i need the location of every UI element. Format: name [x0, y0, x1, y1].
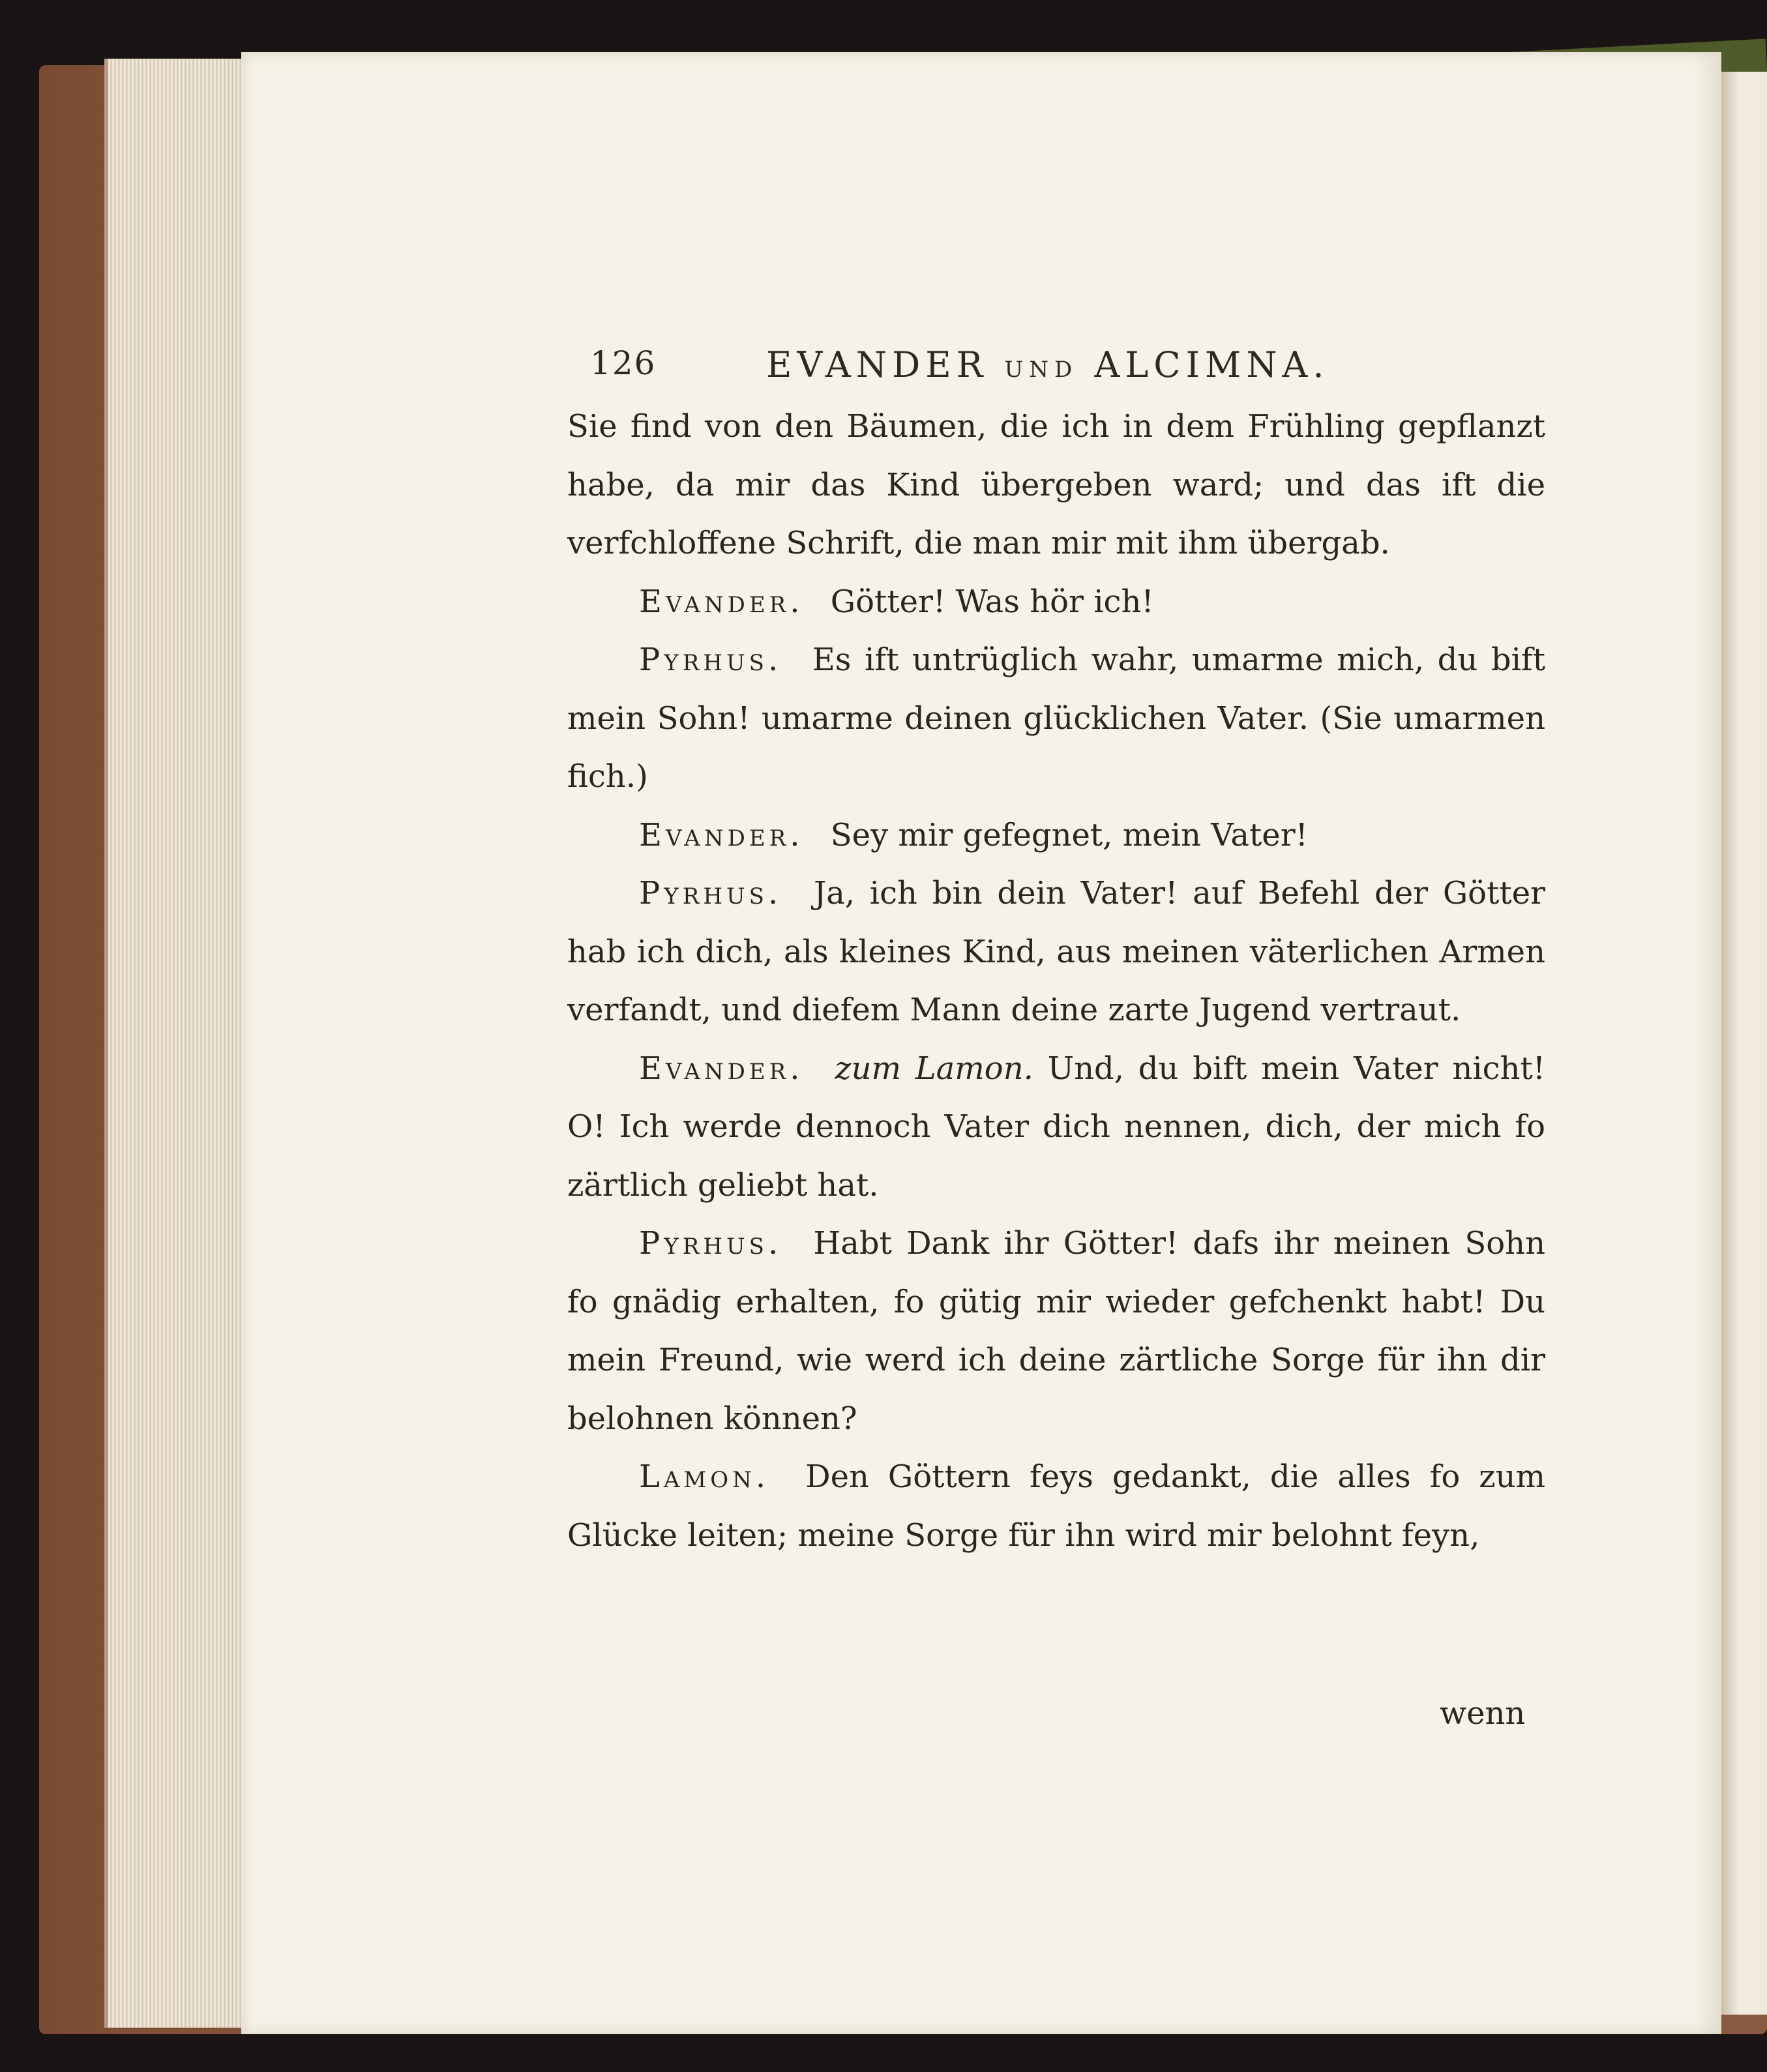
- facing-page-edge: [1721, 72, 1767, 2015]
- paragraph-6: [567, 1040, 1545, 1215]
- speaker-name: Evander.: [639, 1050, 804, 1087]
- running-title-evander: EVANDER: [766, 344, 988, 385]
- page-edges: [104, 59, 258, 2028]
- paragraph-2: [567, 573, 1545, 632]
- paragraph-text: Ja, ich bin dein Vater! auf Befehl der Götter hab ich dich, als kleines Kind, aus meinen väterlichen Armen verfandt, und diefem Mann deine zarte Jugend vertraut.: [567, 875, 1546, 1028]
- paragraph-text: Es ift untrüglich wahr, umarme mich, du bift mein Sohn! umarme deinen glücklichen Vater. (Sie umarmen fich.): [567, 642, 1545, 795]
- paragraph-8: [567, 1448, 1545, 1565]
- speaker-name: Pyrhus.: [639, 1225, 782, 1262]
- paragraph-text: Götter! Was hör ich!: [830, 583, 1154, 620]
- paragraph-text: Sey mir gefegnet, mein Vater!: [830, 816, 1308, 853]
- speaker-name: Evander.: [639, 816, 804, 853]
- paragraph-text: Habt Dank ihr Götter! dafs ihr meinen Sohn fo gnädig erhalten, fo gütig mir wieder gefchenkt habt! Du mein Freund, wie werd ich deine zärtliche Sorge für ihn dir belohnen können?: [567, 1225, 1545, 1437]
- running-title: [766, 344, 1329, 385]
- paragraph-text: Sie find von den Bäumen, die ich in dem Frühling gepflanzt habe, da mir das Kind übergeben ward; und das ift die verfchloffene Schrift, die man mir mit ihm übergab.: [567, 408, 1545, 561]
- running-title-alcimna: ALCIMNA.: [1094, 344, 1329, 385]
- stage-direction: zum Lamon.: [835, 1050, 1033, 1087]
- page-number: 126: [590, 344, 657, 382]
- speaker-name: Pyrhus.: [639, 875, 782, 911]
- paragraph-5: [567, 865, 1545, 1040]
- speaker-name: Evander.: [639, 583, 804, 620]
- paragraph-text: Und, du bift mein Vater nicht! O! Ich werde dennoch Vater dich nennen, dich, der mich fo zärtlich geliebt hat.: [567, 1050, 1545, 1204]
- paragraph-3: [567, 631, 1545, 807]
- paragraph-text: Den Göttern feys gedankt, die alles fo zum Glücke leiten; meine Sorge für ihn wird mir belohnt feyn,: [567, 1458, 1545, 1554]
- catchword: wenn: [1440, 1695, 1526, 1732]
- paragraph-7: [567, 1215, 1545, 1448]
- paragraph-1: [567, 398, 1545, 573]
- speaker-name: Pyrhus.: [639, 642, 782, 678]
- running-header: [590, 344, 1438, 383]
- body-text: [567, 398, 1545, 1565]
- running-title-und: UND: [1004, 357, 1078, 383]
- paragraph-4: [567, 807, 1545, 865]
- speaker-name: Lamon.: [639, 1458, 770, 1495]
